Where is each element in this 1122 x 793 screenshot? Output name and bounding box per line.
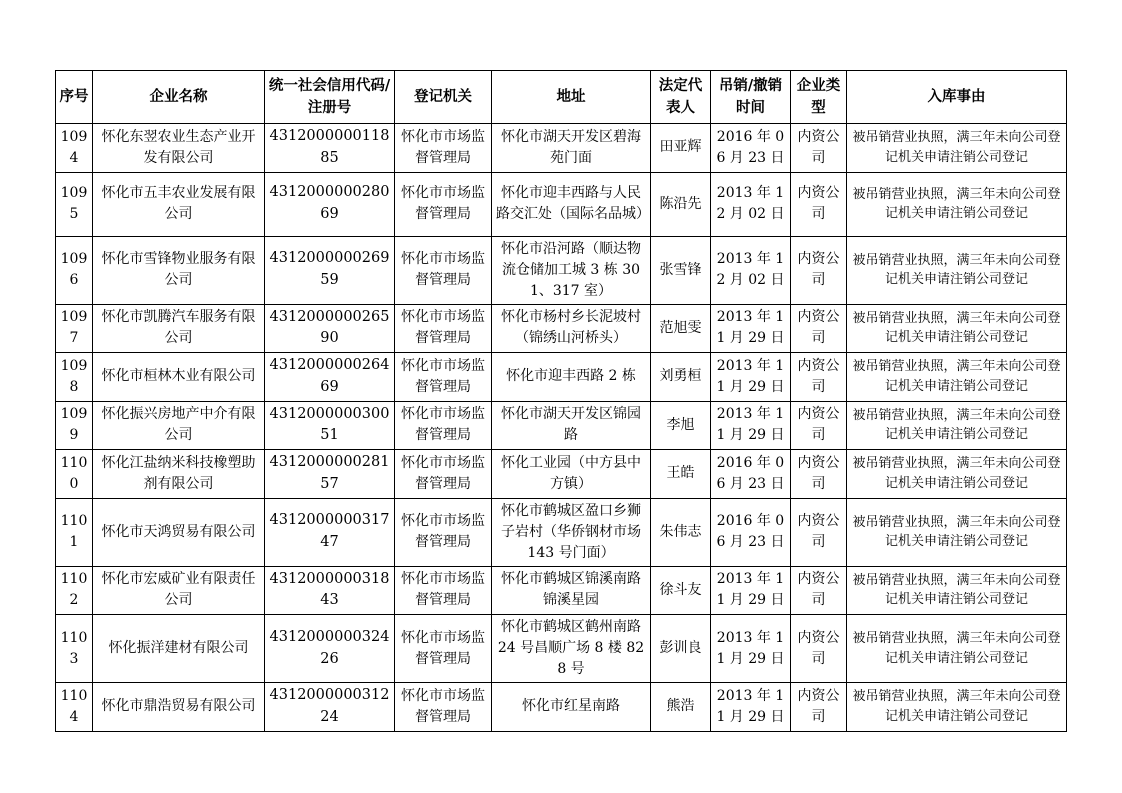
column-header-reason: 入库事由: [847, 71, 1067, 124]
cell-company-name: 怀化市五丰农业发展有限公司: [93, 172, 265, 236]
table-row: [56, 124, 1067, 173]
cell-revocation-time: 2016 年 06 月 23 日: [711, 498, 791, 566]
cell-credit-code: 431200000026469: [265, 353, 395, 402]
cell-credit-code: 431200000028069: [265, 172, 395, 236]
cell-company-name: 怀化振洋建材有限公司: [93, 615, 265, 683]
cell-credit-code: 431200000026590: [265, 304, 395, 353]
cell-company-type: 内资公司: [791, 450, 847, 499]
cell-reason: 被吊销营业执照，满三年未向公司登记机关申请注销公司登记: [847, 566, 1067, 615]
cell-registration-authority: 怀化市市场监督管理局: [395, 353, 492, 402]
cell-address: 怀化工业园（中方县中方镇）: [492, 450, 651, 499]
cell-company-type: 内资公司: [791, 498, 847, 566]
table-row: [56, 498, 1067, 566]
cell-legal-representative: 范旭雯: [651, 304, 711, 353]
cell-revocation-time: 2013 年 11 月 29 日: [711, 566, 791, 615]
cell-no: 1098: [56, 353, 93, 402]
cell-revocation-time: 2016 年 06 月 23 日: [711, 124, 791, 173]
cell-revocation-time: 2013 年 11 月 29 日: [711, 401, 791, 450]
cell-address: 怀化市杨村乡长泥坡村（锦绣山河桥头）: [492, 304, 651, 353]
cell-legal-representative: 陈沿先: [651, 172, 711, 236]
column-header-revocation-time: 吊销/撤销时间: [711, 71, 791, 124]
column-header-registration-authority: 登记机关: [395, 71, 492, 124]
cell-company-type: 内资公司: [791, 172, 847, 236]
cell-reason: 被吊销营业执照，满三年未向公司登记机关申请注销公司登记: [847, 353, 1067, 402]
cell-company-name: 怀化市宏威矿业有限责任公司: [93, 566, 265, 615]
cell-reason: 被吊销营业执照，满三年未向公司登记机关申请注销公司登记: [847, 683, 1067, 732]
revoked-companies-table: [55, 70, 1067, 732]
table-row: [56, 615, 1067, 683]
cell-revocation-time: 2016 年 06 月 23 日: [711, 450, 791, 499]
cell-reason: 被吊销营业执照，满三年未向公司登记机关申请注销公司登记: [847, 236, 1067, 304]
cell-no: 1097: [56, 304, 93, 353]
table-header-row: [56, 71, 1067, 124]
cell-legal-representative: 朱伟志: [651, 498, 711, 566]
cell-registration-authority: 怀化市市场监督管理局: [395, 683, 492, 732]
cell-company-name: 怀化市凯腾汽车服务有限公司: [93, 304, 265, 353]
cell-company-name: 怀化东翌农业生态产业开发有限公司: [93, 124, 265, 173]
column-header-credit-code: 统一社会信用代码/注册号: [265, 71, 395, 124]
cell-address: 怀化市湖天开发区碧海苑门面: [492, 124, 651, 173]
cell-reason: 被吊销营业执照，满三年未向公司登记机关申请注销公司登记: [847, 124, 1067, 173]
cell-address: 怀化市红星南路: [492, 683, 651, 732]
cell-no: 1100: [56, 450, 93, 499]
cell-reason: 被吊销营业执照，满三年未向公司登记机关申请注销公司登记: [847, 450, 1067, 499]
cell-revocation-time: 2013 年 11 月 29 日: [711, 615, 791, 683]
cell-no: 1095: [56, 172, 93, 236]
cell-address: 怀化市鹤城区鹤州南路 24 号昌顺广场 8 楼 828 号: [492, 615, 651, 683]
cell-credit-code: 431200000026959: [265, 236, 395, 304]
table-row: [56, 401, 1067, 450]
cell-reason: 被吊销营业执照，满三年未向公司登记机关申请注销公司登记: [847, 615, 1067, 683]
cell-company-name: 怀化市雪锋物业服务有限公司: [93, 236, 265, 304]
cell-address: 怀化市鹤城区盈口乡狮子岩村（华侨钢材市场 143 号门面）: [492, 498, 651, 566]
column-header-no: 序号: [56, 71, 93, 124]
cell-registration-authority: 怀化市市场监督管理局: [395, 566, 492, 615]
cell-reason: 被吊销营业执照，满三年未向公司登记机关申请注销公司登记: [847, 304, 1067, 353]
cell-company-name: 怀化市天鸿贸易有限公司: [93, 498, 265, 566]
table-body: [56, 124, 1067, 732]
cell-revocation-time: 2013 年 11 月 29 日: [711, 683, 791, 732]
cell-credit-code: 431200000011885: [265, 124, 395, 173]
cell-company-name: 怀化市桓林木业有限公司: [93, 353, 265, 402]
cell-registration-authority: 怀化市市场监督管理局: [395, 401, 492, 450]
table-row: [56, 172, 1067, 236]
cell-reason: 被吊销营业执照，满三年未向公司登记机关申请注销公司登记: [847, 498, 1067, 566]
cell-company-type: 内资公司: [791, 401, 847, 450]
cell-company-name: 怀化市鼎浩贸易有限公司: [93, 683, 265, 732]
cell-credit-code: 431200000032426: [265, 615, 395, 683]
cell-legal-representative: 张雪锋: [651, 236, 711, 304]
cell-legal-representative: 刘勇桓: [651, 353, 711, 402]
cell-no: 1104: [56, 683, 93, 732]
cell-credit-code: 431200000031843: [265, 566, 395, 615]
cell-credit-code: 431200000028157: [265, 450, 395, 499]
cell-reason: 被吊销营业执照，满三年未向公司登记机关申请注销公司登记: [847, 401, 1067, 450]
cell-company-type: 内资公司: [791, 683, 847, 732]
table-row: [56, 566, 1067, 615]
cell-no: 1103: [56, 615, 93, 683]
cell-legal-representative: 李旭: [651, 401, 711, 450]
cell-address: 怀化市迎丰西路与人民路交汇处（国际名品城）: [492, 172, 651, 236]
cell-credit-code: 431200000031747: [265, 498, 395, 566]
cell-legal-representative: 彭训良: [651, 615, 711, 683]
cell-company-type: 内资公司: [791, 304, 847, 353]
cell-credit-code: 431200000031224: [265, 683, 395, 732]
column-header-company-type: 企业类型: [791, 71, 847, 124]
cell-no: 1094: [56, 124, 93, 173]
cell-address: 怀化市湖天开发区锦园路: [492, 401, 651, 450]
cell-company-type: 内资公司: [791, 353, 847, 402]
table-row: [56, 236, 1067, 304]
cell-registration-authority: 怀化市市场监督管理局: [395, 498, 492, 566]
cell-revocation-time: 2013 年 12 月 02 日: [711, 236, 791, 304]
table-row: [56, 304, 1067, 353]
table-row: [56, 683, 1067, 732]
cell-company-type: 内资公司: [791, 566, 847, 615]
cell-address: 怀化市鹤城区锦溪南路锦溪星园: [492, 566, 651, 615]
cell-registration-authority: 怀化市市场监督管理局: [395, 172, 492, 236]
cell-company-type: 内资公司: [791, 236, 847, 304]
column-header-company-name: 企业名称: [93, 71, 265, 124]
cell-registration-authority: 怀化市市场监督管理局: [395, 304, 492, 353]
cell-no: 1096: [56, 236, 93, 304]
cell-no: 1101: [56, 498, 93, 566]
cell-legal-representative: 田亚辉: [651, 124, 711, 173]
cell-no: 1099: [56, 401, 93, 450]
cell-legal-representative: 熊浩: [651, 683, 711, 732]
table-row: [56, 450, 1067, 499]
cell-revocation-time: 2013 年 11 月 29 日: [711, 304, 791, 353]
cell-legal-representative: 王皓: [651, 450, 711, 499]
cell-revocation-time: 2013 年 12 月 02 日: [711, 172, 791, 236]
column-header-legal-representative: 法定代表人: [651, 71, 711, 124]
cell-company-type: 内资公司: [791, 124, 847, 173]
table-row: [56, 353, 1067, 402]
cell-address: 怀化市沿河路（顺达物流仓储加工城 3 栋 301、317 室）: [492, 236, 651, 304]
cell-no: 1102: [56, 566, 93, 615]
cell-legal-representative: 徐斗友: [651, 566, 711, 615]
cell-registration-authority: 怀化市市场监督管理局: [395, 450, 492, 499]
cell-registration-authority: 怀化市市场监督管理局: [395, 124, 492, 173]
cell-company-type: 内资公司: [791, 615, 847, 683]
cell-credit-code: 431200000030051: [265, 401, 395, 450]
cell-revocation-time: 2013 年 11 月 29 日: [711, 353, 791, 402]
cell-reason: 被吊销营业执照，满三年未向公司登记机关申请注销公司登记: [847, 172, 1067, 236]
cell-registration-authority: 怀化市市场监督管理局: [395, 236, 492, 304]
cell-address: 怀化市迎丰西路 2 栋: [492, 353, 651, 402]
cell-company-name: 怀化振兴房地产中介有限公司: [93, 401, 265, 450]
cell-registration-authority: 怀化市市场监督管理局: [395, 615, 492, 683]
column-header-address: 地址: [492, 71, 651, 124]
cell-company-name: 怀化江盐纳米科技橡塑助剂有限公司: [93, 450, 265, 499]
